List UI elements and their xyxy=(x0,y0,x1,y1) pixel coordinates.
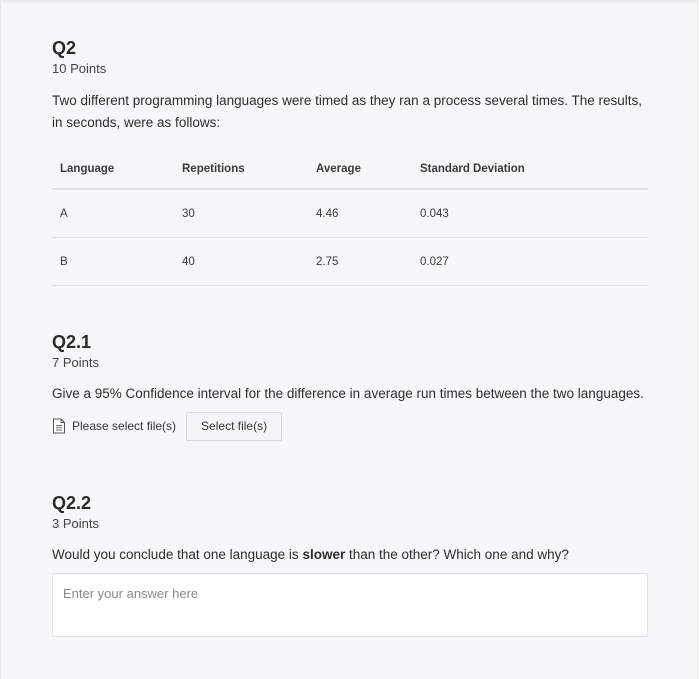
cell-language: B xyxy=(52,238,182,286)
table-row xyxy=(52,238,648,286)
column-header-average: Average xyxy=(316,150,420,189)
cell-average: 2.75 xyxy=(316,238,420,286)
question-text-part: Would you conclude that one language is xyxy=(52,547,303,562)
cell-standard-deviation: 0.027 xyxy=(420,238,648,286)
question-text-emphasis: slower xyxy=(302,547,346,562)
question-title-q2-1: Q2.1 xyxy=(52,332,92,352)
question-text-q2: Two different programming languages were timed as they ran a process several times. The results, in seconds, were as follows: xyxy=(52,93,643,130)
question-points-q2-1: 7 Points xyxy=(52,355,99,370)
results-table xyxy=(52,150,648,286)
cell-repetitions: 40 xyxy=(182,238,316,286)
question-points-q2-2: 3 Points xyxy=(52,516,99,531)
cell-language: A xyxy=(52,189,182,238)
table-row xyxy=(52,189,648,238)
file-upload-row xyxy=(52,411,648,441)
cell-standard-deviation: 0.043 xyxy=(420,189,648,238)
question-text-part: than the other? Which one and why? xyxy=(345,547,569,562)
column-header-standard-deviation: Standard Deviation xyxy=(420,150,648,189)
select-files-button[interactable]: Select file(s) xyxy=(186,412,282,441)
document-icon xyxy=(52,418,66,434)
question-title-q2-2: Q2.2 xyxy=(52,493,92,513)
table-header-row xyxy=(52,150,648,189)
question-text-q2-1: Give a 95% Confidence interval for the difference in average run times between the two languages. xyxy=(52,386,644,401)
question-content xyxy=(52,36,648,637)
answer-input[interactable] xyxy=(52,573,648,637)
cell-repetitions: 30 xyxy=(182,189,316,238)
question-title-q2: Q2 xyxy=(52,38,77,58)
question-points-q2: 10 Points xyxy=(52,61,107,76)
column-header-language: Language xyxy=(52,150,182,189)
question-text-q2-2 xyxy=(52,544,648,566)
cell-average: 4.46 xyxy=(316,189,420,238)
column-header-repetitions: Repetitions xyxy=(182,150,316,189)
file-status-label: Please select file(s) xyxy=(72,419,177,433)
